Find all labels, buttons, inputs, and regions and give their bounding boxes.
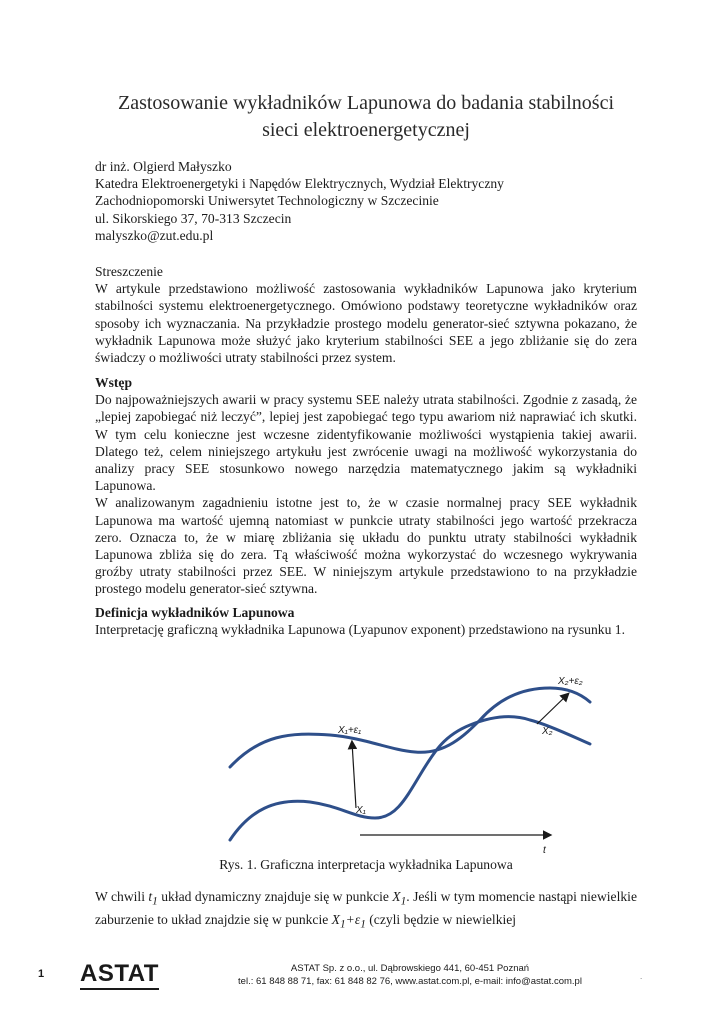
abstract-heading: Streszczenie bbox=[95, 264, 163, 279]
title-line-2: sieci elektroenergetycznej bbox=[262, 119, 470, 141]
author-block bbox=[95, 158, 637, 244]
abstract-section bbox=[95, 263, 637, 366]
intro-paragraph-1: Do najpoważniejszych awarii w pracy systemu SEE należy utrata stabilności. Zgodnie z zasadą, że „lepiej zapobiegać niż leczyć”, lepiej jest zapobiegać tego typu awariom niż naprawiać ich skutki. W tym celu konieczne jest wczesne zidentyfikowanie możliwości wystąpienia takiej awarii. Dlatego też, celem niniejszego artykułu jest zwrócenie uwagi na możliwość wykorzystania do analizy pracy SEE stosunkowo nowego narzędzia matematycznego jakim są wykładniki Lapunowa. bbox=[95, 392, 637, 494]
closing-text-3: . Jeśli w tym momencie nastąpi niewielkie zaburzenie to układ znajdzie się w punkcie bbox=[95, 889, 637, 927]
author-department: Katedra Elektroenergetyki i Napędów Elektrycznych, Wydział Elektryczny bbox=[95, 176, 504, 192]
figure-caption: Rys. 1. Graficzna interpretacja wykładnika Lapunowa bbox=[219, 857, 513, 872]
author-university: Zachodniopomorski Uniwersytet Technologiczny w Szczecinie bbox=[95, 193, 439, 209]
lyapunov-figure bbox=[220, 670, 640, 860]
author-address: ul. Sikorskiego 37, 70-313 Szczecin bbox=[95, 210, 292, 226]
label-x2-eps2: X₂+ε₂ bbox=[558, 676, 583, 687]
label-time: t bbox=[543, 845, 546, 856]
footer-contact bbox=[200, 962, 620, 988]
label-x1-eps1: X₁+ε₁ bbox=[338, 725, 362, 736]
paper-title bbox=[95, 90, 637, 144]
label-x1: X₁ bbox=[356, 805, 366, 816]
author-email: malyszko@zut.edu.pl bbox=[95, 227, 214, 243]
title-line-1: Zastosowanie wykładników Lapunowa do badania stabilności bbox=[118, 92, 614, 114]
closing-text-4: (czyli będzie w niewielkiej bbox=[369, 911, 517, 927]
perturbation-arrow-2 bbox=[537, 694, 568, 724]
perturbation-arrow-1 bbox=[352, 742, 356, 808]
footer-phone-email: tel.: 61 848 88 71, fax: 61 848 82 76, www.astat.com.pl, e-mail: info@astat.com.pl bbox=[238, 976, 582, 987]
symbol-x1: $X_1$ bbox=[392, 889, 407, 908]
footer-dot: . bbox=[640, 972, 643, 981]
author-name: dr inż. Olgierd Małyszko bbox=[95, 159, 232, 174]
figure-svg bbox=[220, 670, 640, 860]
astat-logo: ASTAT bbox=[80, 960, 159, 987]
closing-paragraph bbox=[95, 888, 637, 934]
intro-paragraph-2: W analizowanym zagadnieniu istotne jest to, że w czasie normalnej pracy SEE wykładnik Lapunowa ma wartość ujemną natomiast w punkcie utraty stabilności jego wartość przekracza zero. Oznacza to, że w miarę zbliżania się układu do punktu utraty stabilności wykładnik Lapunowa zbliża się do zera. Tą właściwość można wykorzystać do wczesnego wykrywania groźby utraty stabilności przez SEE. W niniejszym artykule przedstawiono to na przykładzie prostego modelu generator-sieć sztywna. bbox=[95, 495, 637, 597]
footer-address: ASTAT Sp. z o.o., ul. Dąbrowskiego 441, 60-451 Poznań bbox=[290, 963, 530, 974]
symbol-t1: $t_1$ bbox=[148, 889, 158, 908]
label-x2: X₂ bbox=[542, 726, 553, 737]
closing-text-1: W chwili bbox=[95, 889, 145, 904]
definition-heading: Definicja wykładników Lapunowa bbox=[95, 605, 295, 620]
page-number: 1 bbox=[38, 968, 45, 980]
definition-text: Interpretację graficzną wykładnika Lapunowa (Lyapunov exponent) przedstawiono na rysunku 1. bbox=[95, 622, 625, 638]
intro-section bbox=[95, 374, 637, 598]
intro-heading: Wstęp bbox=[95, 375, 133, 390]
perturbed-trajectory-curve bbox=[230, 688, 590, 767]
closing-text-2: układ dynamiczny znajduje się w punkcie bbox=[161, 889, 389, 904]
symbol-x1-eps1: $X_1+\varepsilon_1$ bbox=[331, 911, 366, 931]
definition-section bbox=[95, 604, 637, 638]
abstract-text: W artykule przedstawiono możliwość zastosowania wykładników Lapunowa jako kryterium stabilności systemu elektroenergetycznego. Omówiono podstawy teoretyczne wykładników oraz sposoby ich wyznaczania. Na przykładzie prostego modelu generator-sieć sztywna pokazano, że wykładnik Lapunowa może służyć jako kryterium stabilności SEE a jego zbliżanie się do zera świadczy o możliwości utraty stabilności przez system. bbox=[95, 281, 637, 366]
